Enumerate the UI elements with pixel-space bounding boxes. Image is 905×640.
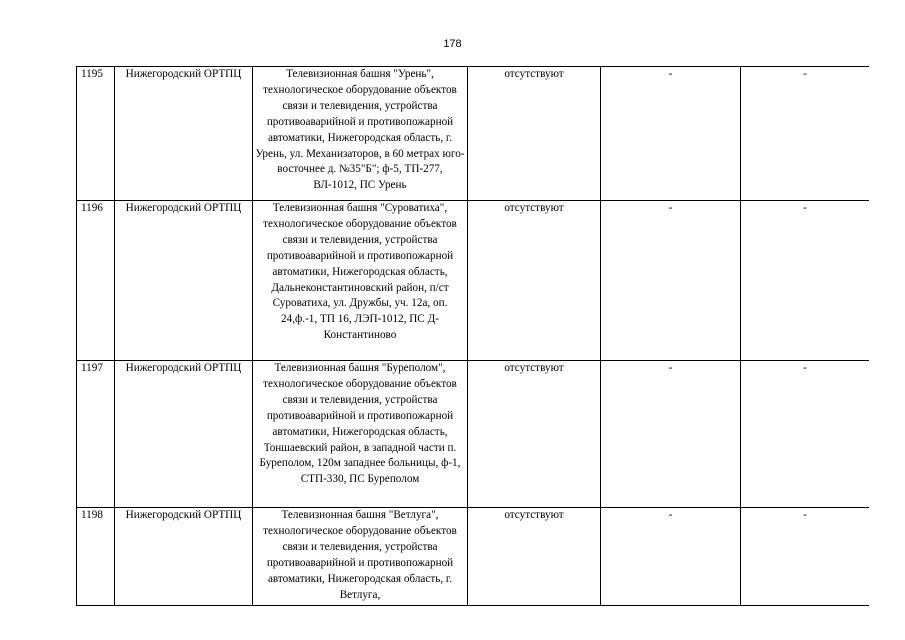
column-5-cell: - — [601, 508, 741, 607]
organization-cell: Нижегородский ОРТПЦ — [115, 361, 253, 508]
status-cell: отсутствуют — [468, 201, 601, 361]
column-5-cell: - — [601, 67, 741, 201]
description-cell: Телевизионная башня "Буреполом", технологическое оборудование объектов связи и телевидения, устройства противоаварийной и противопожарной автоматики, Нижегородская область, Тоншаевский район, в западной части п. Буреполом, 120м западнее больницы, ф-1, СТП-330, ПС Буреполом — [253, 361, 468, 508]
table-row — [77, 508, 870, 607]
row-number-cell: 1198 — [77, 508, 115, 607]
column-5-cell: - — [601, 201, 741, 361]
row-number-cell: 1196 — [77, 201, 115, 361]
status-cell: отсутствуют — [468, 508, 601, 607]
registry-table-container — [76, 66, 869, 606]
status-cell: отсутствуют — [468, 67, 601, 201]
status-cell: отсутствуют — [468, 361, 601, 508]
column-6-cell: - — [741, 508, 870, 607]
column-6-cell: - — [741, 361, 870, 508]
page-number: 178 — [443, 38, 462, 50]
column-6-cell: - — [741, 201, 870, 361]
row-number-cell: 1195 — [77, 67, 115, 201]
row-number-cell: 1197 — [77, 361, 115, 508]
registry-table — [76, 66, 869, 606]
table-row — [77, 361, 870, 508]
organization-cell: Нижегородский ОРТПЦ — [115, 508, 253, 607]
organization-cell: Нижегородский ОРТПЦ — [115, 67, 253, 201]
table-row — [77, 67, 870, 201]
table-row — [77, 201, 870, 361]
column-6-cell: - — [741, 67, 870, 201]
column-5-cell: - — [601, 361, 741, 508]
description-cell: Телевизионная башня "Ветлуга", технологическое оборудование объектов связи и телевидения, устройства противоаварийной и противопожарной автоматики, Нижегородская область, г. Ветлуга, — [253, 508, 468, 607]
description-cell: Телевизионная башня "Урень", технологическое оборудование объектов связи и телевидения, устройства противоаварийной и противопожарной автоматики, Нижегородская область, г. Урень, ул. Механизаторов, в 60 метрах юго-восточнее д. №35"Б"; ф-5, ТП-277, ВЛ-1012, ПС Урень — [253, 67, 468, 201]
organization-cell: Нижегородский ОРТПЦ — [115, 201, 253, 361]
description-cell: Телевизионная башня "Суроватиха", технологическое оборудование объектов связи и телевидения, устройства противоаварийной и противопожарной автоматики, Нижегородская область, Дальнеконстантиновский район, п/ст Суроватиха, ул. Дружбы, уч. 12а, оп. 24,ф.-1, ТП 16, ЛЭП-1012, ПС Д-Константиново — [253, 201, 468, 361]
